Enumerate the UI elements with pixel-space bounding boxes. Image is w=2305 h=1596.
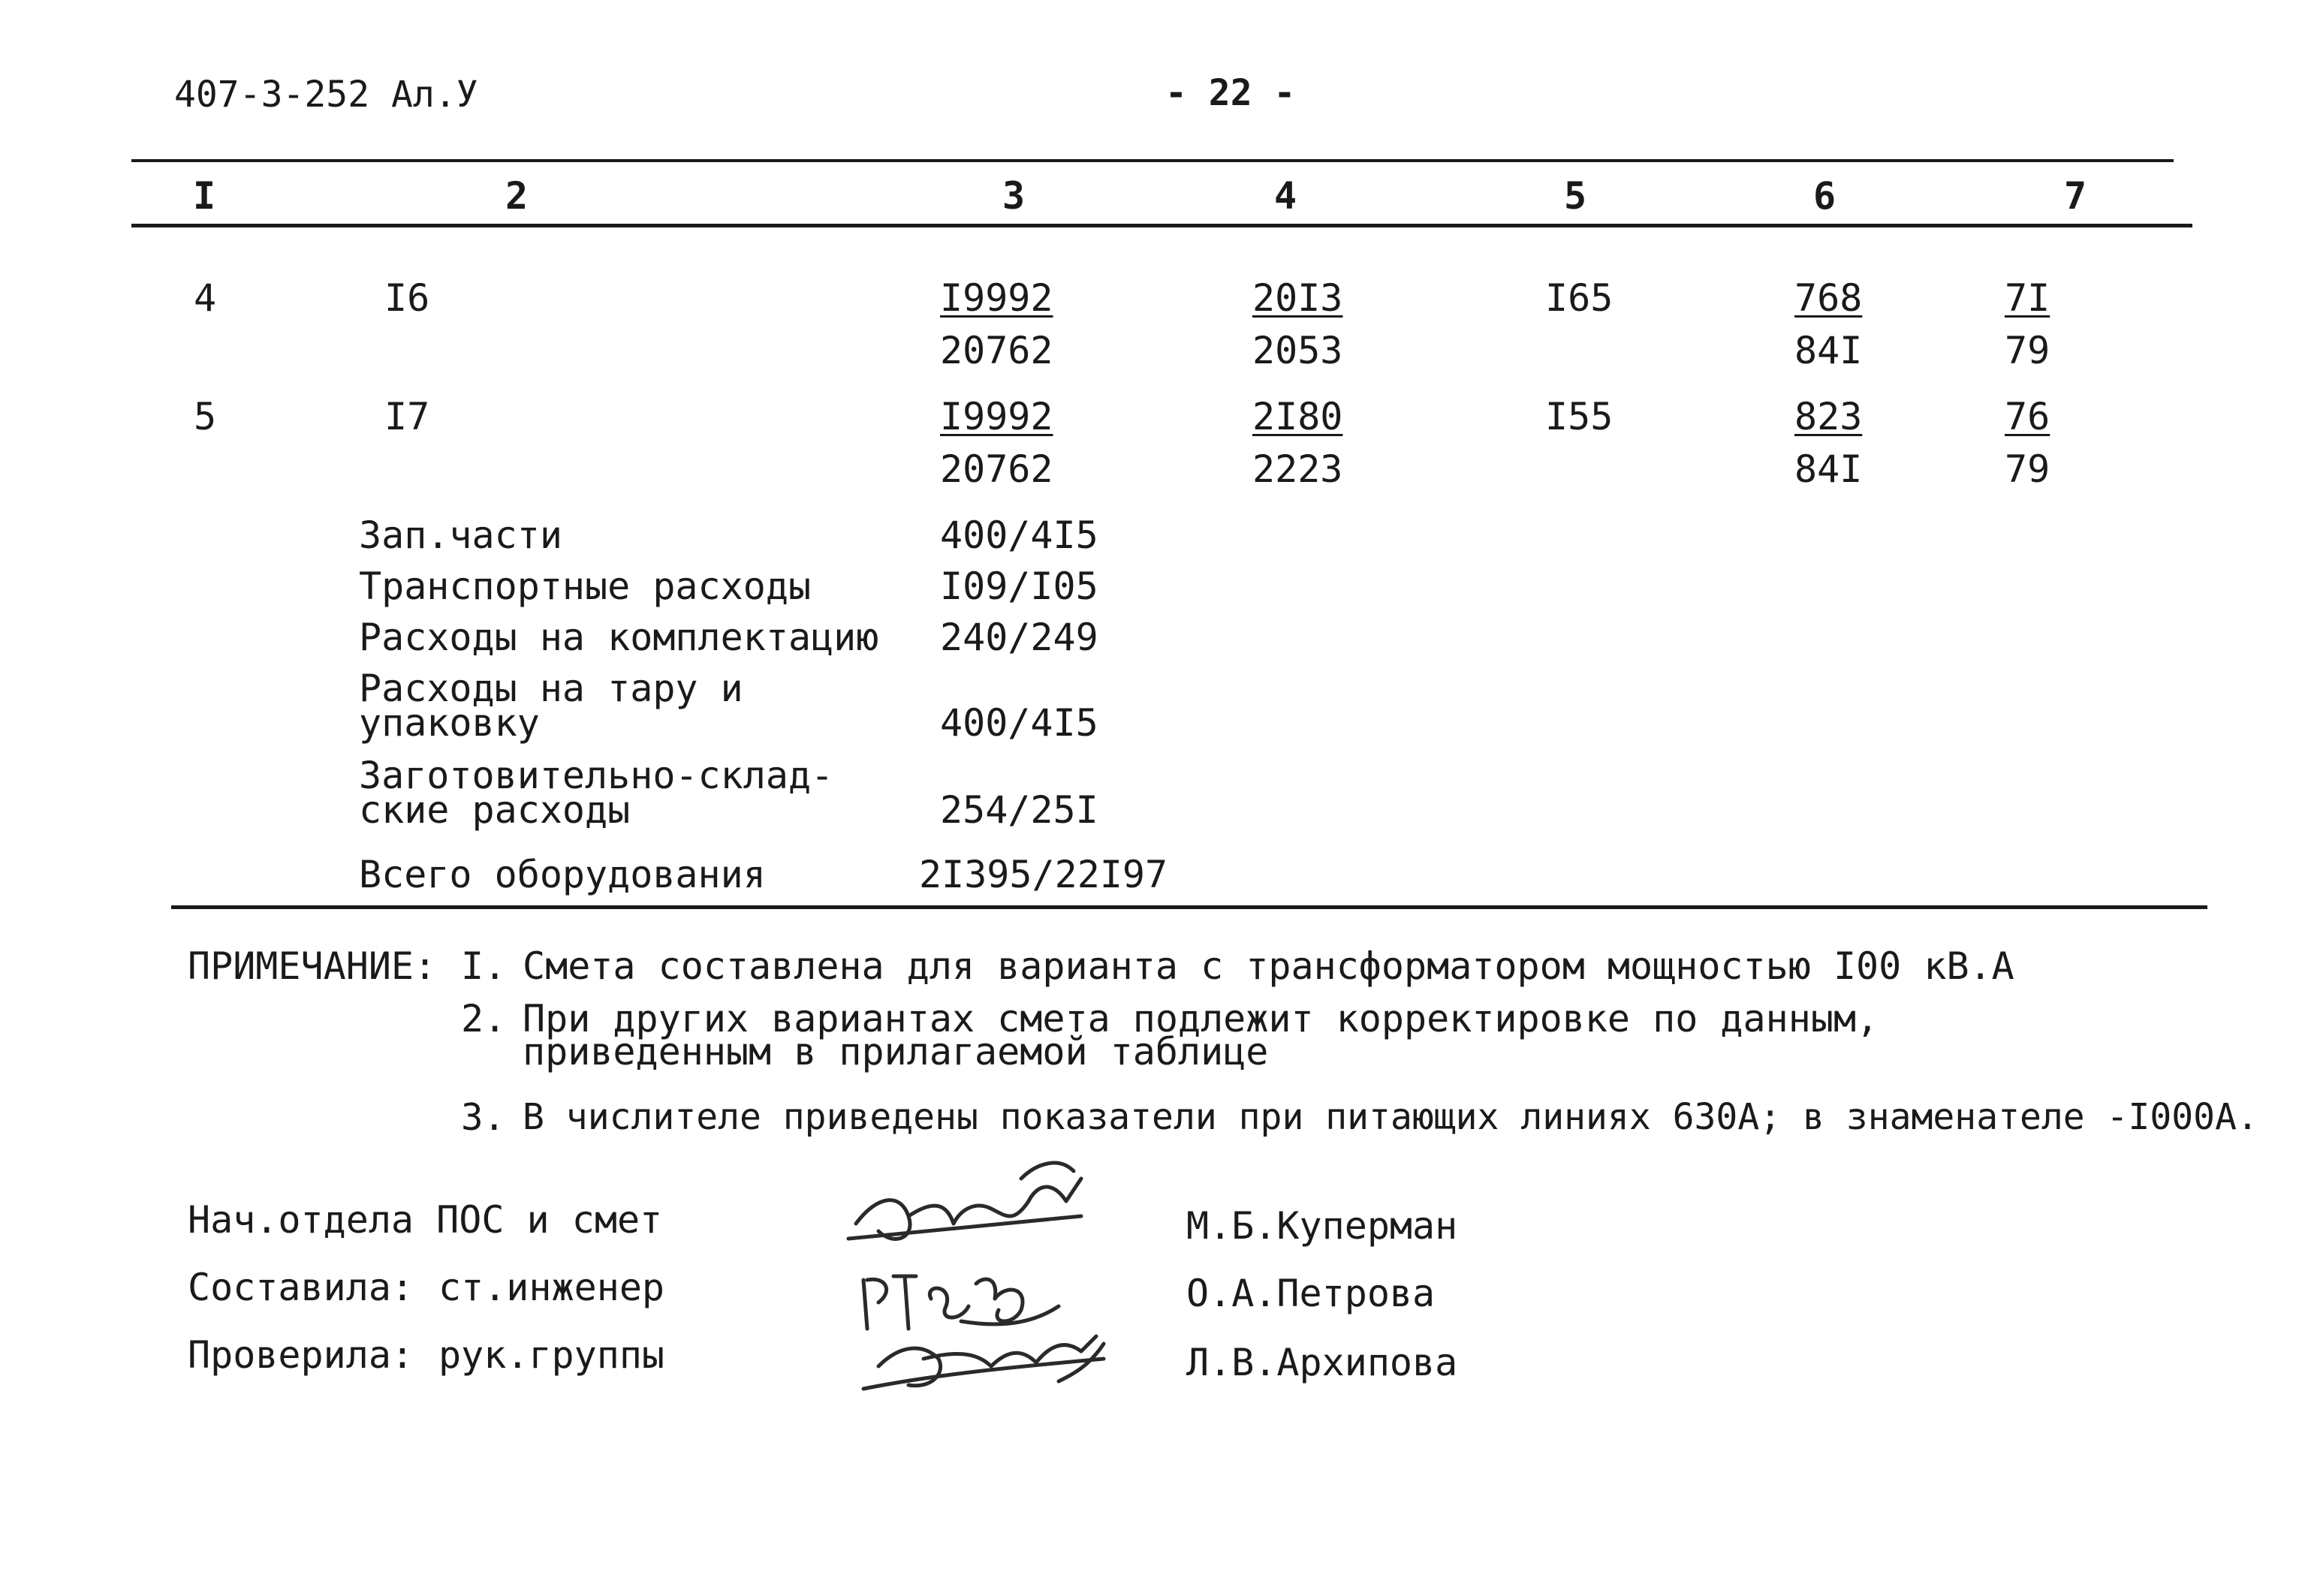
- signer-name: Л.В.Архипова: [1186, 1341, 1458, 1384]
- extra-value: 240/249: [940, 616, 1098, 659]
- signer-role: Составила:: [188, 1266, 414, 1309]
- column-header-5: 5: [1563, 174, 1587, 218]
- extra-label-line1: Расходы на тару и: [359, 667, 743, 710]
- row-number: 4: [194, 276, 217, 320]
- note-text-line2: приведенным в прилагаемой таблице: [523, 1030, 1269, 1074]
- cell-col7-bottom: 79: [2005, 329, 2050, 372]
- note-text-line1: При других вариантах смета подлежит корректировке по данным,: [523, 997, 1879, 1040]
- notes-heading: ПРИМЕЧАНИЕ:: [188, 944, 437, 988]
- row-number: 5: [194, 395, 217, 438]
- signer-role: Нач.отдела ПОС и смет: [188, 1198, 663, 1242]
- note-text: В числителе приведены показатели при питающих линиях 630А; в знаменателе -I000А.: [523, 1096, 2258, 1138]
- note-number: 2.: [461, 997, 507, 1040]
- column-header-2: 2: [505, 174, 529, 218]
- signer-position: ст.инженер: [438, 1266, 665, 1309]
- extra-value: 400/4I5: [940, 513, 1098, 557]
- cell-col7-bottom: 79: [2005, 447, 2050, 491]
- cell-col4-top: 2I80: [1252, 395, 1343, 438]
- cell-col7-top: 7I: [2005, 276, 2050, 320]
- note-number: I.: [461, 944, 507, 988]
- extra-label: Зап.части: [359, 513, 562, 557]
- extra-value: 400/4I5: [940, 701, 1098, 745]
- cell-col6-bottom: 84I: [1794, 329, 1863, 372]
- document-code: 407-3-252 Ал.У: [174, 74, 478, 116]
- total-label: Всего оборудования: [359, 853, 766, 896]
- column-header-3: 3: [1002, 174, 1026, 218]
- table-bottom-rule: [171, 905, 2207, 909]
- page-number: - 22 -: [1165, 72, 1296, 114]
- row-name: I7: [384, 395, 430, 438]
- extra-value: 254/25I: [940, 788, 1098, 832]
- column-header-4: 4: [1273, 174, 1297, 218]
- cell-col4-bottom: 2223: [1252, 447, 1343, 491]
- cell-col4-top: 20I3: [1252, 276, 1343, 320]
- table-header-rule: [131, 224, 2192, 227]
- cell-col3-top: I9992: [940, 395, 1053, 438]
- extra-label-line1: Заготовительно-склад-: [359, 754, 834, 797]
- row-name: I6: [384, 276, 430, 320]
- extra-value: I09/I05: [940, 565, 1098, 608]
- cell-col7-top: 76: [2005, 395, 2050, 438]
- cell-col5: I65: [1545, 276, 1614, 320]
- column-header-7: 7: [2063, 174, 2087, 218]
- note-text: Смета составлена для варианта с трансформатором мощностью I00 кВ.А: [523, 944, 2014, 988]
- column-header-6: 6: [1812, 174, 1836, 218]
- extra-label-line2: упаковку: [359, 701, 540, 745]
- cell-col5: I55: [1545, 395, 1614, 438]
- signer-name: М.Б.Куперман: [1186, 1204, 1458, 1248]
- cell-col6-top: 768: [1794, 276, 1863, 320]
- cell-col3-top: I9992: [940, 276, 1053, 320]
- cell-col6-top: 823: [1794, 395, 1863, 438]
- signer-role: Проверила:: [188, 1333, 414, 1377]
- extra-label: Расходы на комплектацию: [359, 616, 879, 659]
- note-number: 3.: [461, 1096, 506, 1139]
- cell-col3-bottom: 20762: [940, 329, 1053, 372]
- extra-label-line2: ские расходы: [359, 788, 631, 832]
- signer-position: рук.группы: [438, 1333, 665, 1377]
- signature-scribbles-icon: [833, 1149, 1149, 1404]
- cell-col4-bottom: 2053: [1252, 329, 1343, 372]
- cell-col3-bottom: 20762: [940, 447, 1053, 491]
- total-value: 2I395/22I97: [919, 853, 1168, 896]
- table-top-rule: [131, 159, 2174, 162]
- cell-col6-bottom: 84I: [1794, 447, 1863, 491]
- signer-name: О.А.Петрова: [1186, 1272, 1436, 1315]
- extra-label: Транспортные расходы: [359, 565, 812, 608]
- column-header-1: I: [192, 174, 216, 218]
